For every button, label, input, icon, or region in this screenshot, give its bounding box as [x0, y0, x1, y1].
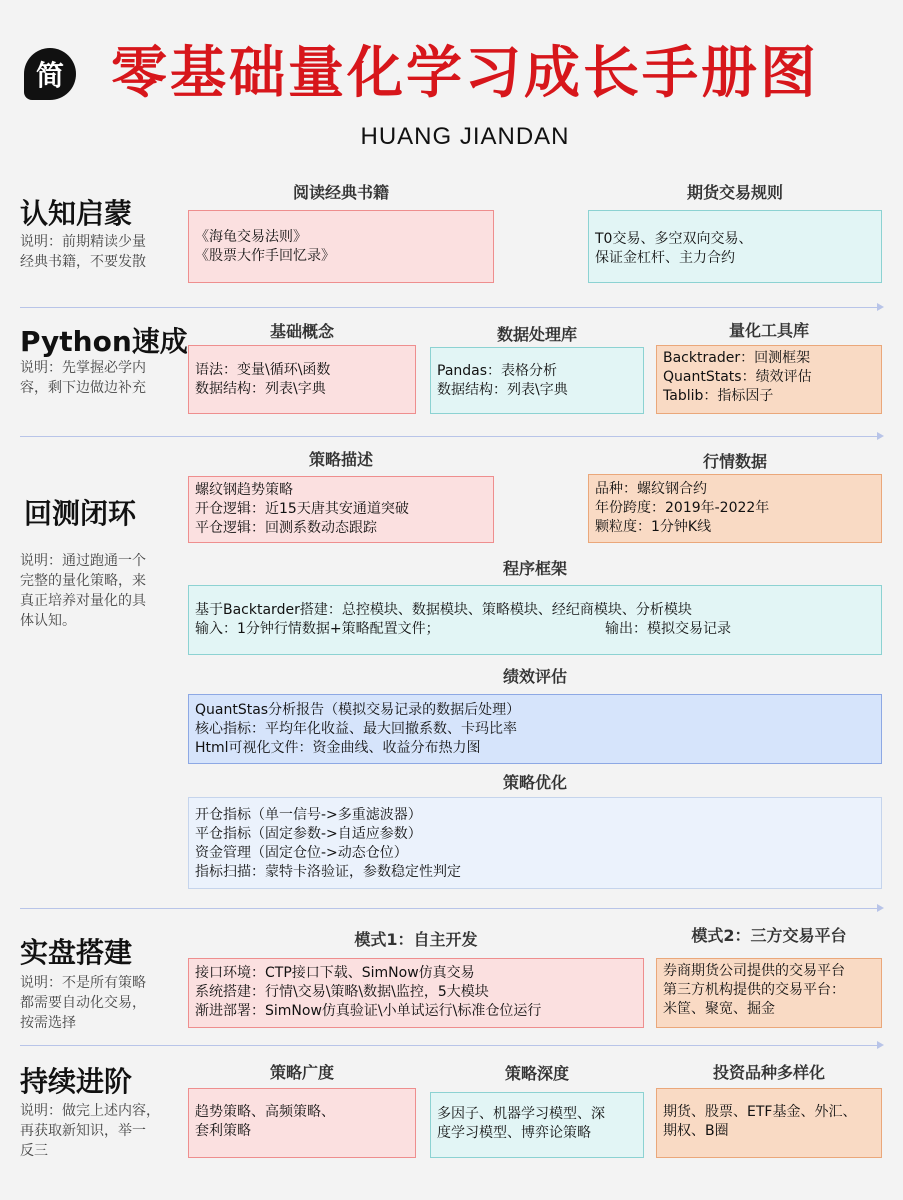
section-title-advance: 持续进阶: [20, 1065, 133, 1098]
page-subtitle: HUANG JIANDAN: [360, 123, 570, 150]
card-futures-rules: T0交易、多空双向交易、 保证金杠杆、主力合约: [588, 210, 882, 283]
section-note-python: 说明：先掌握必学内 容，剩下边做边补充: [20, 360, 146, 396]
card-heading: 策略描述: [308, 450, 373, 469]
card-heading: 绩效评估: [502, 667, 567, 686]
section-divider: [20, 908, 882, 909]
card-strategy-depth: 多因子、机器学习模型、深 度学习模型、博弈论策略: [430, 1092, 644, 1158]
card-heading: 基础概念: [269, 322, 334, 341]
card-program-framework: 基于Backtarder搭建：总控模块、数据模块、策略模块、经纪商模块、分析模块 输入：1分钟行情数据+策略配置文件； 输出：模拟交易记录: [188, 585, 882, 655]
card-quant-tools: Backtrader：回测框架 QuantStats：绩效评估 Tablib：指标因子: [656, 345, 882, 414]
card-heading: 模式2：三方交易平台: [691, 926, 847, 945]
card-market-data: 品种：螺纹钢合约 年份跨度：2019年-2022年 颗粒度：1分钟K线: [588, 474, 882, 543]
card-heading: 行情数据: [702, 452, 767, 471]
section-title-live: 实盘搭建: [20, 936, 133, 969]
card-self-development: 接口环境：CTP接口下载、SimNow仿真交易 系统搭建：行情\交易\策略\数据\监控，5大模块 渐进部署：SimNow仿真验证\小单试运行\标准仓位运行: [188, 958, 644, 1028]
badge-icon: 简: [24, 48, 76, 100]
section-note-live: 说明：不是所有策略 都需要自动化交易， 按需选择: [20, 975, 146, 1031]
card-classic-books: 《海龟交易法则》 《股票大作手回忆录》: [188, 210, 494, 283]
card-strategy-optimization: 开仓指标（单一信号->多重滤波器） 平仓指标（固定参数->自适应参数） 资金管理（固定仓位->动态仓位） 指标扫描：蒙特卡洛验证，参数稳定性判定: [188, 797, 882, 889]
card-heading: 模式1：自主开发: [354, 930, 478, 949]
card-heading: 数据处理库: [496, 325, 577, 344]
card-asset-diversity: 期货、股票、ETF基金、外汇、 期权、B圈: [656, 1088, 882, 1158]
section-divider: [20, 1045, 882, 1046]
section-note-cognition: 说明：前期精读少量 经典书籍，不要发散: [20, 234, 146, 270]
card-data-libs: Pandas：表格分析 数据结构：列表\字典: [430, 347, 644, 414]
card-heading: 策略优化: [502, 773, 567, 792]
section-title-cognition: 认知启蒙: [20, 197, 133, 230]
card-third-party-platform: 券商期货公司提供的交易平台 第三方机构提供的交易平台： 米筐、聚宽、掘金: [656, 958, 882, 1028]
section-divider: [20, 436, 882, 437]
section-note-advance: 说明：做完上述内容， 再获取新知识，举一 反三: [20, 1103, 160, 1159]
section-title-python: Python速成: [20, 325, 188, 358]
card-strategy-breadth: 趋势策略、高频策略、 套利策略: [188, 1088, 416, 1158]
card-heading: 策略深度: [504, 1064, 569, 1083]
card-heading: 投资品种多样化: [712, 1063, 825, 1082]
section-divider: [20, 307, 882, 308]
section-title-backtest: 回测闭环: [24, 497, 137, 530]
card-heading: 策略广度: [269, 1063, 334, 1082]
card-heading: 期货交易规则: [686, 183, 783, 202]
card-heading: 程序框架: [502, 559, 567, 578]
card-strategy-description: 螺纹钢趋势策略 开仓逻辑：近15天唐其安通道突破 平仓逻辑：回测系数动态跟踪: [188, 476, 494, 543]
card-heading: 量化工具库: [728, 321, 809, 340]
section-note-backtest: 说明：通过跑通一个 完整的量化策略，来 真正培养对量化的具 体认知。: [20, 553, 146, 629]
page-title: 零基础量化学习成长手册图: [111, 41, 819, 106]
card-performance-eval: QuantStas分析报告（模拟交易记录的数据后处理） 核心指标：平均年化收益、最大回撤系数、卡玛比率 Html可视化文件：资金曲线、收益分布热力图: [188, 694, 882, 764]
card-heading: 阅读经典书籍: [292, 183, 389, 202]
card-basic-concepts: 语法：变量\循环\函数 数据结构：列表\字典: [188, 345, 416, 414]
